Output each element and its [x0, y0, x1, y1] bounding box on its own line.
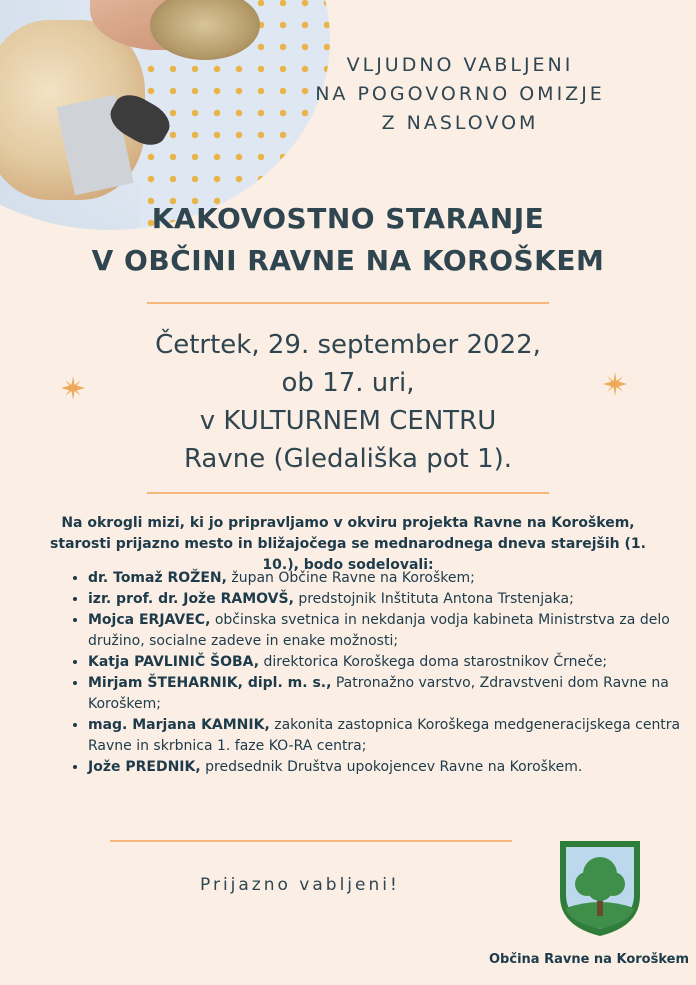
speaker-role: direktorica Koroškega doma starostnikov Črneče; [259, 654, 608, 670]
list-item [88, 652, 688, 673]
event-details [0, 326, 696, 478]
event-date: Četrtek, 29. september 2022, [155, 330, 541, 360]
speaker-list [70, 568, 688, 778]
list-item [88, 610, 688, 652]
coat-of-arms-icon [557, 838, 643, 938]
speaker-role: predstojnik Inštituta Antona Trstenjaka; [293, 591, 574, 607]
title-line: KAKOVOSTNO STARANJE [151, 202, 545, 235]
event-address: Ravne (Gledališka pot 1). [183, 444, 513, 474]
invite-line: VLJUDNO VABLJENI [346, 54, 574, 76]
divider-bottom [110, 840, 512, 842]
list-item [88, 673, 688, 715]
title-line: V OBČINI RAVNE NA KOROŠKEM [91, 244, 605, 277]
speaker-role: predsednik Društva upokojencev Ravne na Koroškem. [200, 759, 583, 775]
speaker-role: Patronažno varstvo, Zdravstveni dom Ravne na Koroškem; [88, 675, 669, 712]
decorative-photo [0, 0, 330, 230]
speaker-name: Jože PREDNIK, [88, 759, 201, 775]
closing-text: Prijazno vabljeni! [200, 875, 400, 895]
event-time: ob 17. uri, [281, 368, 415, 398]
event-title [0, 198, 696, 282]
invitation-heading [300, 51, 620, 138]
speaker-name: Katja PAVLINIČ ŠOBA, [88, 654, 260, 670]
divider-top [147, 302, 549, 304]
speaker-role: župan Občine Ravne na Koroškem; [226, 570, 475, 586]
speaker-role: občinska svetnica in nekdanja vodja kabineta Ministrstva za delo družino, socialne zadeve in enake možnosti; [88, 612, 670, 649]
organization-name: Občina Ravne na Koroškem [489, 952, 689, 967]
speaker-name: dr. Tomaž ROŽEN, [88, 570, 227, 586]
list-item [88, 715, 688, 757]
speaker-name: izr. prof. dr. Jože RAMOVŠ, [88, 591, 294, 607]
speaker-name: Mojca ERJAVEC, [88, 612, 211, 628]
invite-line: Z NASLOVOM [381, 112, 539, 134]
event-venue: v KULTURNEM CENTRU [199, 406, 497, 436]
list-item [88, 568, 688, 589]
speaker-role: zakonita zastopnica Koroškega medgeneracijskega centra Ravne in skrbnica 1. faze KO-RA centra; [88, 717, 681, 754]
list-item [88, 757, 688, 778]
intro-paragraph: Na okrogli mizi, ki jo pripravljamo v okviru projekta Ravne na Koroškem, starosti prijazno mesto in bližajočega se mednarodnega dneva starejših (1. 10.), bodo sodelovali: [50, 515, 646, 573]
speaker-name: Mirjam ŠTEHARNIK, dipl. m. s., [88, 675, 332, 691]
divider-middle [147, 492, 549, 494]
speaker-name: mag. Marjana KAMNIK, [88, 717, 270, 733]
list-item [88, 589, 688, 610]
invite-line: NA POGOVORNO OMIZJE [315, 83, 605, 105]
